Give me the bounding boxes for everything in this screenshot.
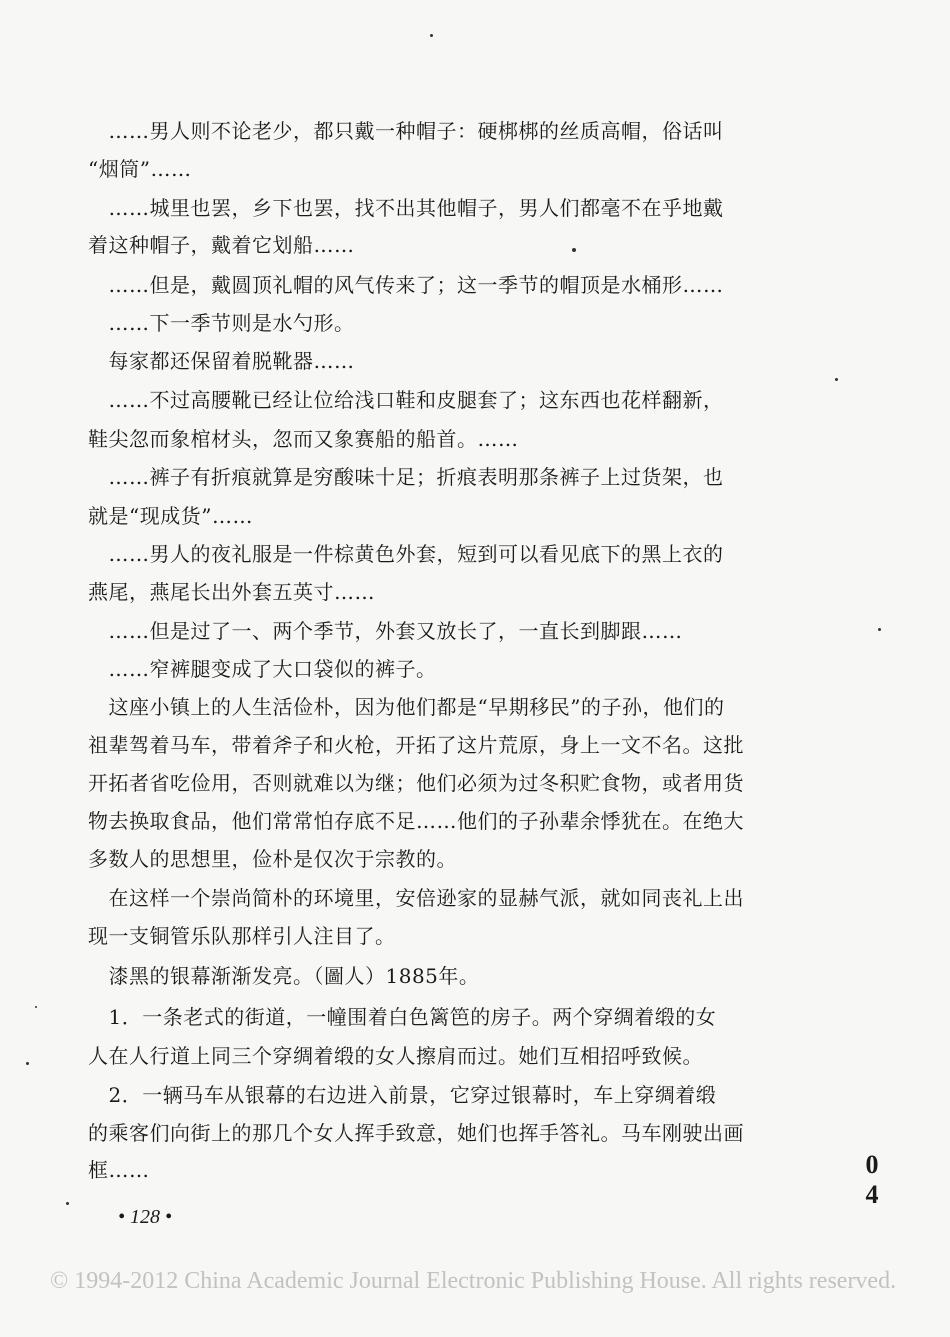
text-line: 就是“现成货”…… bbox=[88, 504, 253, 528]
text-line: 着这种帽子，戴着它划船…… bbox=[88, 233, 355, 257]
text-line: ……窄裤腿变成了大口袋似的裤子。 bbox=[88, 657, 437, 681]
text-line: 燕尾，燕尾长出外套五英寸…… bbox=[88, 580, 375, 604]
text-line: ……但是过了一、两个季节，外套又放长了，一直长到脚跟…… bbox=[88, 619, 683, 643]
text-line: 物去换取食品，他们常常怕存底不足……他们的子孙辈余悸犹在。在绝大 bbox=[88, 809, 744, 833]
text-line: 1．一条老式的街道，一幢围着白色篱笆的房子。两个穿绸着缎的女 bbox=[88, 1005, 717, 1029]
scan-speck bbox=[66, 1202, 69, 1205]
page-number: • 128 • bbox=[118, 1206, 173, 1228]
text-line: 的乘客们向街上的那几个女人挥手致意，她们也挥手答礼。马车刚驶出画 bbox=[88, 1121, 744, 1145]
text-line: ……男人则不论老少，都只戴一种帽子：硬梆梆的丝质高帽，俗话叫 bbox=[88, 119, 724, 143]
scan-speck bbox=[878, 628, 881, 631]
text-line: ……不过高腰靴已经让位给浅口鞋和皮腿套了；这东西也花样翻新， bbox=[88, 388, 724, 412]
text-line: ……但是，戴圆顶礼帽的风气传来了；这一季节的帽顶是水桶形…… bbox=[88, 273, 724, 297]
text-line: 鞋尖忽而象棺材头，忽而又象赛船的船首。…… bbox=[88, 427, 519, 451]
text-line: 每家都还保留着脱靴器…… bbox=[88, 349, 355, 373]
side-mark: 4 bbox=[865, 1180, 879, 1209]
text-line: 祖辈驾着马车，带着斧子和火枪，开拓了这片荒原，身上一文不名。这批 bbox=[88, 733, 744, 757]
text-line: ……下一季节则是水勺形。 bbox=[88, 311, 355, 335]
scan-speck bbox=[572, 248, 576, 252]
text-line: 框…… bbox=[88, 1158, 150, 1182]
text-line: “烟筒”…… bbox=[88, 157, 192, 181]
scan-speck bbox=[26, 1062, 29, 1065]
scan-speck bbox=[430, 34, 433, 37]
text-line: 人在人行道上同三个穿绸着缎的女人擦肩而过。她们互相招呼致候。 bbox=[88, 1044, 703, 1068]
text-line: 现一支铜管乐队那样引人注目了。 bbox=[88, 924, 396, 948]
text-line: 这座小镇上的人生活俭朴，因为他们都是“早期移民”的子孙，他们的 bbox=[88, 695, 725, 719]
text-line: 2．一辆马车从银幕的右边进入前景，它穿过银幕时，车上穿绸着缎 bbox=[88, 1083, 717, 1107]
text-line: ……男人的夜礼服是一件棕黄色外套，短到可以看见底下的黑上衣的 bbox=[88, 542, 724, 566]
text-line: ……裤子有折痕就算是穷酸味十足；折痕表明那条裤子上过货架，也 bbox=[88, 465, 724, 489]
scan-speck bbox=[35, 1006, 37, 1008]
scan-speck bbox=[835, 378, 838, 381]
text-line: 漆黑的银幕渐渐发亮。（圖人）1885年。 bbox=[88, 964, 480, 988]
copyright-notice: © 1994-2012 China Academic Journal Electronic Publishing House. All rights reserved. bbox=[50, 1268, 897, 1294]
text-line: 在这样一个崇尚简朴的环境里，安倍逊家的显赫气派，就如同丧礼上出 bbox=[88, 886, 744, 910]
text-line: ……城里也罢，乡下也罢，找不出其他帽子，男人们都毫不在乎地戴 bbox=[88, 196, 724, 220]
text-line: 多数人的思想里，俭朴是仅次于宗教的。 bbox=[88, 847, 457, 871]
text-line: 开拓者省吃俭用，否则就难以为继；他们必须为过冬积贮食物，或者用货 bbox=[88, 771, 744, 795]
side-mark: 0 bbox=[865, 1150, 879, 1179]
